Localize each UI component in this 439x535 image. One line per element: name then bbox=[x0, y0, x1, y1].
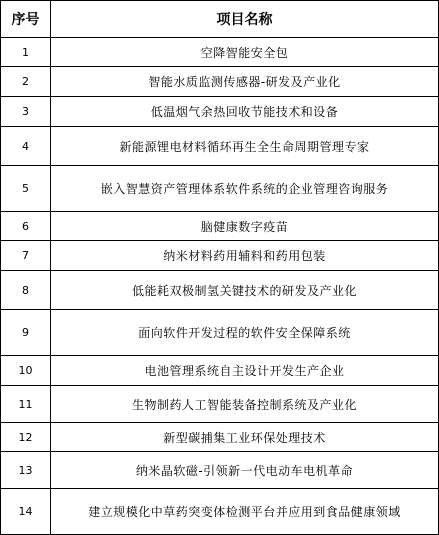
table-row bbox=[1, 212, 439, 241]
row-project-name: 嵌入智慧资产管理体系软件系统的企业管理咨询服务 bbox=[51, 166, 439, 212]
row-number: 9 bbox=[1, 310, 51, 356]
table-row bbox=[1, 423, 439, 452]
row-project-name: 低能耗双极制氢关键技术的研发及产业化 bbox=[51, 271, 439, 310]
table-row bbox=[1, 452, 439, 489]
table-row bbox=[1, 356, 439, 386]
table-row bbox=[1, 271, 439, 310]
row-number: 1 bbox=[1, 38, 51, 67]
row-number: 6 bbox=[1, 212, 51, 241]
row-project-name: 纳米晶软磁-引领新一代电动车电机革命 bbox=[51, 452, 439, 489]
table-header-row bbox=[1, 1, 439, 38]
row-number: 2 bbox=[1, 67, 51, 97]
table-row bbox=[1, 489, 439, 535]
row-number: 4 bbox=[1, 127, 51, 166]
row-number: 12 bbox=[1, 423, 51, 452]
row-project-name: 纳米材料药用辅料和药用包装 bbox=[51, 241, 439, 271]
row-project-name: 新型碳捕集工业环保处理技术 bbox=[51, 423, 439, 452]
row-number: 5 bbox=[1, 166, 51, 212]
row-project-name: 生物制药人工智能装备控制系统及产业化 bbox=[51, 386, 439, 423]
table-row bbox=[1, 127, 439, 166]
row-number: 7 bbox=[1, 241, 51, 271]
row-number: 14 bbox=[1, 489, 51, 535]
header-serial-number: 序号 bbox=[1, 1, 51, 38]
table-row bbox=[1, 97, 439, 127]
row-number: 13 bbox=[1, 452, 51, 489]
table-row bbox=[1, 38, 439, 67]
row-project-name: 新能源锂电材料循环再生全生命周期管理专家 bbox=[51, 127, 439, 166]
row-number: 11 bbox=[1, 386, 51, 423]
table-row bbox=[1, 310, 439, 356]
row-number: 8 bbox=[1, 271, 51, 310]
row-project-name: 低温烟气余热回收节能技术和设备 bbox=[51, 97, 439, 127]
row-project-name: 智能水质监测传感器-研发及产业化 bbox=[51, 67, 439, 97]
row-number: 10 bbox=[1, 356, 51, 386]
row-project-name: 电池管理系统自主设计开发生产企业 bbox=[51, 356, 439, 386]
table-row bbox=[1, 166, 439, 212]
row-project-name: 建立规模化中草药突变体检测平台并应用到食品健康领域 bbox=[51, 489, 439, 535]
table-row bbox=[1, 386, 439, 423]
table-row bbox=[1, 241, 439, 271]
row-project-name: 面向软件开发过程的软件安全保障系统 bbox=[51, 310, 439, 356]
row-project-name: 空降智能安全包 bbox=[51, 38, 439, 67]
row-number: 3 bbox=[1, 97, 51, 127]
row-project-name: 脑健康数字疫苗 bbox=[51, 212, 439, 241]
header-project-name: 项目名称 bbox=[51, 1, 439, 38]
table-row bbox=[1, 67, 439, 97]
